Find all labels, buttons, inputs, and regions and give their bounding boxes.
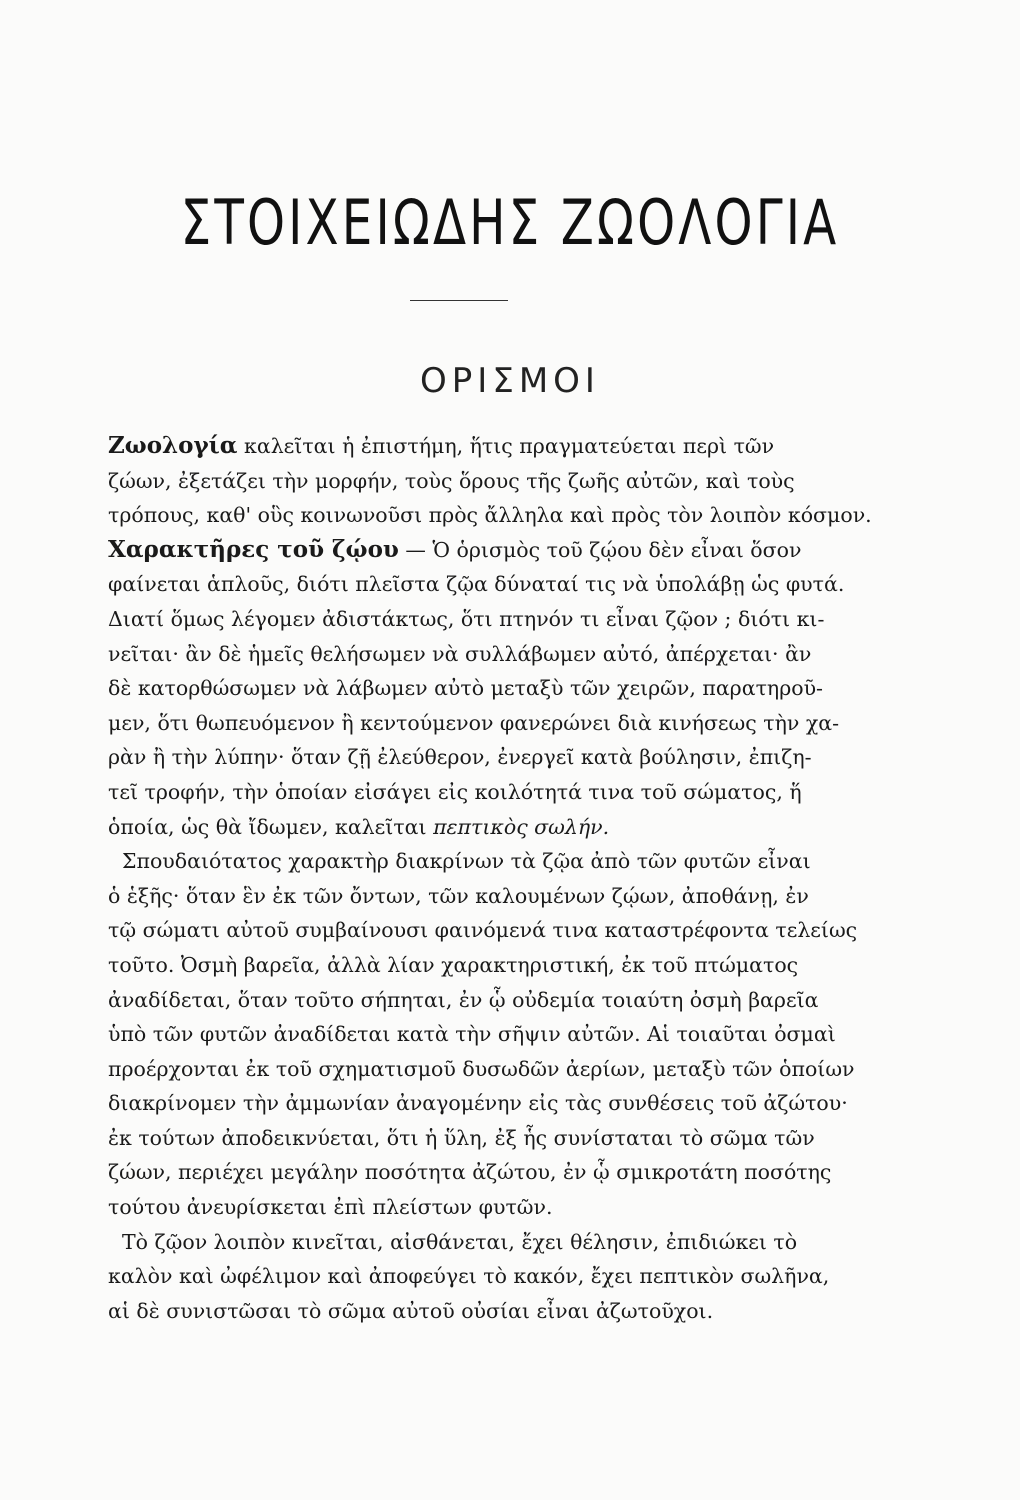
line-text: — Ὁ ὁρισμὸς τοῦ ζῴου δὲν εἶναι ὅσον: [398, 537, 802, 562]
text-line: [108, 1052, 880, 1087]
line-text: αἱ δὲ συνιστῶσαι τὸ σῶμα αὐτοῦ οὐσίαι εἶναι ἀζωτοῦχοι.: [108, 1298, 714, 1323]
text-line: [108, 498, 880, 533]
line-text: ὁποία, ὡς θὰ ἴδωμεν, καλεῖται: [108, 814, 434, 839]
text-line: [108, 1259, 880, 1294]
title-divider: [410, 300, 508, 301]
line-text: νεῖται· ἂν δὲ ἡμεῖς θελήσωμεν νὰ συλλάβωμεν αὐτό, ἀπέρχεται· ἂν: [108, 641, 812, 666]
line-text: ρὰν ἢ τὴν λύπην· ὅταν ζῇ ἐλεύθερον, ἐνεργεῖ κατὰ βούλησιν, ἐπιζη-: [108, 745, 812, 770]
text-line: [108, 844, 880, 879]
text-line: [108, 533, 880, 568]
line-text: καλὸν καὶ ὠφέλιμον καὶ ἀποφεύγει τὸ κακόν, ἔχει πεπτικὸν σωλῆνα,: [108, 1264, 830, 1289]
text-line: [108, 1017, 880, 1052]
line-text: Διατί ὅμως λέγομεν ἀδιστάκτως, ὅτι πτηνόν τι εἶναι ζῷον ; διότι κι-: [108, 606, 825, 631]
text-line: [108, 1294, 880, 1329]
line-text: διακρίνομεν τὴν ἀμμωνίαν ἀναγομένην εἰς τὰς συνθέσεις τοῦ ἀζώτου·: [108, 1091, 848, 1116]
line-text: ὁ ἑξῆς· ὅταν ἓν ἐκ τῶν ὄντων, τῶν καλουμένων ζῴων, ἀποθάνῃ, ἐν: [108, 883, 809, 908]
text-line: [108, 740, 880, 775]
line-text: ζώων, ἐξετάζει τὴν μορφήν, τοὺς ὅρους τῆς ζωῆς αὐτῶν, καὶ τοὺς: [108, 468, 795, 493]
line-text: τοῦτο. Ὀσμὴ βαρεῖα, ἀλλὰ λίαν χαρακτηριστική, ἐκ τοῦ πτώματος: [108, 952, 799, 977]
line-text: τεῖ τροφήν, τὴν ὁποίαν εἰσάγει εἰς κοιλότητά τινα τοῦ σώματος, ἥ: [108, 779, 802, 804]
text-line: [108, 775, 880, 810]
line-text: μεν, ὅτι θωπευόμενον ἢ κεντούμενον φανερώνει διὰ κινήσεως τὴν χα-: [108, 710, 840, 735]
text-line: [108, 913, 880, 948]
text-line: [108, 706, 880, 741]
line-text: ὑπὸ τῶν φυτῶν ἀναδίδεται κατὰ τὴν σῆψιν αὐτῶν. Αἱ τοιαῦται ὀσμαὶ: [108, 1022, 836, 1047]
text-line: [108, 429, 880, 464]
text-line: [108, 1155, 880, 1190]
line-text: καλεῖται ἡ ἐπιστήμη, ἥτις πραγματεύεται περὶ τῶν: [237, 434, 775, 458]
text-line: [108, 879, 880, 914]
text-line: [108, 671, 880, 706]
section-heading: ΟΡΙΣΜΟΙ: [420, 361, 600, 401]
text-line: [108, 602, 880, 637]
italic-term: πεπτικὸς σωλήν.: [433, 814, 610, 839]
line-text: δὲ κατορθώσωμεν νὰ λάβωμεν αὐτὸ μεταξὺ τῶν χειρῶν, παρατηροῦ-: [108, 676, 823, 701]
text-line: [108, 567, 880, 602]
line-text: Σπουδαιότατος χαρακτὴρ διακρίνων τὰ ζῷα ἀπὸ τῶν φυτῶν εἶναι: [122, 849, 811, 874]
text-line: [108, 983, 880, 1018]
page-title: ΣΤΟΙΧΕΙΩΔΗΣ ΖΩΟΛΟΓΙΑ: [180, 186, 840, 259]
line-text: τρόπους, καθ' οὓς κοινωνοῦσι πρὸς ἄλληλα καὶ πρὸς τὸν λοιπὸν κόσμον.: [108, 503, 872, 528]
line-text: ἀναδίδεται, ὅταν τοῦτο σήπηται, ἐν ᾧ οὐδεμία τοιαύτη ὀσμὴ βαρεῖα: [108, 987, 819, 1012]
text-line: [108, 1225, 880, 1260]
text-line: [108, 1190, 880, 1225]
body-text: [108, 429, 880, 1328]
line-text: ζώων, περιέχει μεγάλην ποσότητα ἀζώτου, ἐν ᾧ σμικροτάτη ποσότης: [108, 1160, 832, 1185]
line-text: προέρχονται ἐκ τοῦ σχηματισμοῦ δυσωδῶν ἀερίων, μεταξὺ τῶν ὁποίων: [108, 1056, 855, 1081]
text-line: [108, 810, 880, 845]
bold-term: Ζωολογία: [108, 432, 238, 459]
line-text: Τὸ ζῷον λοιπὸν κινεῖται, αἰσθάνεται, ἔχει θέλησιν, ἐπιδιώκει τὸ: [122, 1229, 798, 1254]
bold-term: Χαρακτῆρες τοῦ ζῴου: [108, 535, 399, 563]
text-line: [108, 464, 880, 499]
line-text: τῷ σώματι αὐτοῦ συμβαίνουσι φαινόμενά τινα καταστρέφοντα τελείως: [108, 918, 858, 943]
line-text: τούτου ἀνευρίσκεται ἐπὶ πλείστων φυτῶν.: [108, 1195, 553, 1220]
text-line: [108, 1086, 880, 1121]
text-line: [108, 948, 880, 983]
line-text: φαίνεται ἁπλοῦς, διότι πλεῖστα ζῷα δύναταί τις νὰ ὑπολάβῃ ὡς φυτά.: [108, 572, 845, 597]
text-line: [108, 1121, 880, 1156]
line-text: ἐκ τούτων ἀποδεικνύεται, ὅτι ἡ ὕλη, ἐξ ἧς συνίσταται τὸ σῶμα τῶν: [108, 1125, 815, 1150]
text-line: [108, 637, 880, 672]
